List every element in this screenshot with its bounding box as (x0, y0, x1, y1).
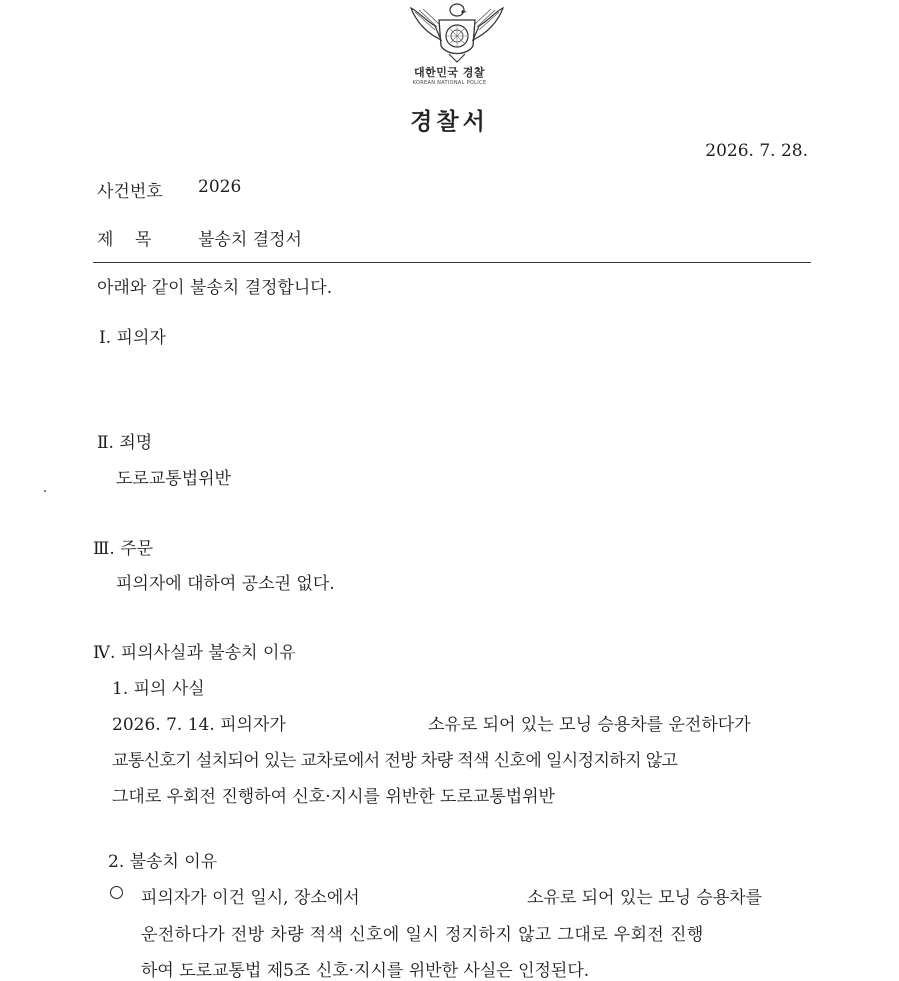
case-number-label: 사건번호 (97, 182, 163, 202)
circle-bullet-icon (110, 886, 123, 899)
intro-text: 아래와 같이 불송치 결정합니다. (97, 278, 333, 298)
section-charge-content: 도로교통법위반 (116, 469, 231, 489)
facts-subheading: 1. 피의 사실 (112, 679, 205, 699)
subject-value: 불송치 결정서 (198, 230, 302, 250)
facts-line-2: 교통신호기 설치되어 있는 교차로에서 전방 차량 적색 신호에 일시정지하지 않고 (112, 751, 678, 771)
police-eagle-emblem-icon (405, 0, 509, 64)
facts-line-3: 그대로 우회전 진행하여 신호·지시를 위반한 도로교통법위반 (112, 787, 555, 807)
document-date: 2026. 7. 28. (705, 141, 808, 161)
facts-line-1a: 2026. 7. 14. 피의자가 (112, 715, 286, 735)
section-facts-reasons-heading: Ⅳ. 피의사실과 불송치 이유 (93, 643, 296, 663)
subject-label: 제 목 (97, 230, 152, 250)
case-number-value: 2026 (198, 177, 242, 197)
section-disposition-heading: Ⅲ. 주문 (93, 539, 154, 559)
facts-line-1b: 소유로 되어 있는 모닝 승용차를 운전하다가 (428, 715, 751, 735)
reasons-line-3: 하여 도로교통법 제5조 신호·지시를 위반한 사실은 인정된다. (141, 961, 590, 981)
reasons-line-1a: 피의자가 이건 일시, 장소에서 (141, 888, 360, 908)
office-title: 경찰서 (410, 109, 489, 135)
emblem-name-english: KOREAN NATIONAL POLICE (412, 80, 487, 86)
divider-line (93, 262, 811, 263)
section-suspect-heading: Ⅰ. 피의자 (99, 328, 166, 348)
reasons-line-2: 운전하다가 전방 차량 적색 신호에 일시 정지하지 않고 그대로 우회전 진행 (141, 925, 704, 945)
section-disposition-content: 피의자에 대하여 공소권 없다. (116, 574, 335, 594)
emblem-name-korean: 대한민국 경찰 (413, 66, 486, 79)
stray-mark (44, 490, 46, 492)
reasons-line-1b: 소유로 되어 있는 모닝 승용차를 (527, 888, 763, 908)
section-charge-heading: Ⅱ. 죄명 (97, 433, 153, 453)
reasons-subheading: 2. 불송치 이유 (108, 852, 218, 872)
